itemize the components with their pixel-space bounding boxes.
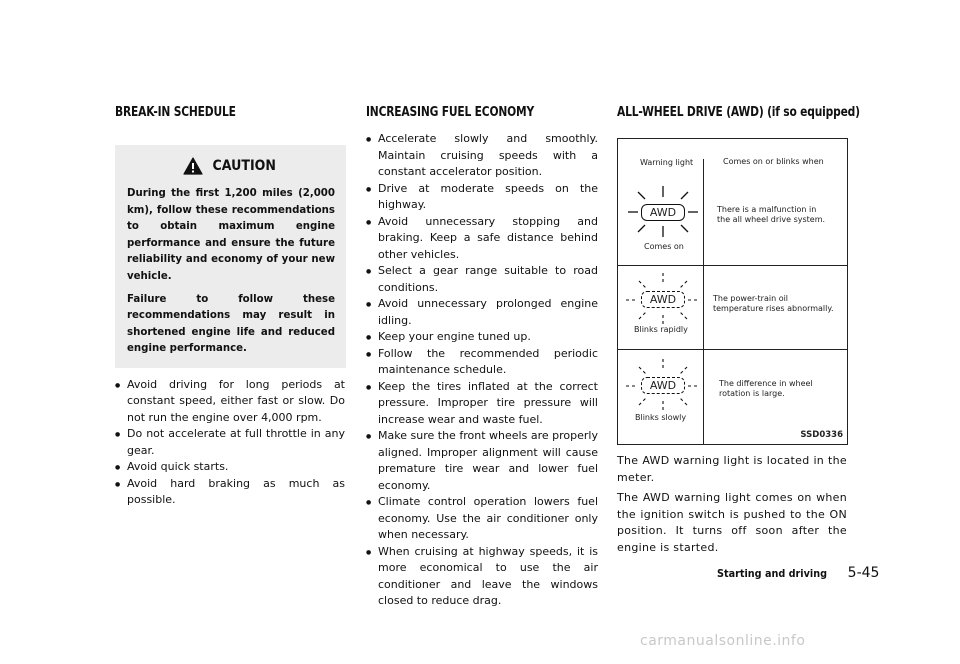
list-item: ● Avoid driving for long periods at constant speed, either fast or slow. Do not run the engine over 4,000 rpm.	[115, 377, 345, 427]
list-item: ● Do not accelerate at full throttle in any gear.	[115, 426, 345, 459]
state-label: Blinks rapidly	[634, 325, 688, 334]
page-footer	[717, 562, 879, 581]
list-item: ● Keep the tires inflated at the correct pressure. Improper tire pressure will increase wear and waste fuel.	[366, 379, 598, 429]
fuel-economy-list	[366, 131, 598, 610]
page-number: 5-45	[847, 565, 880, 581]
break-in-column	[115, 104, 345, 509]
list-item: ● Drive at moderate speeds on the highway.	[366, 181, 598, 214]
figure-code: SSD0336	[800, 430, 843, 440]
awd-paragraph: The AWD warning light is located in the meter.	[617, 454, 847, 484]
list-item: ● Make sure the front wheels are properly aligned. Improper alignment will cause premature tire wear and lower fuel economy.	[366, 428, 598, 494]
caution-title: CAUTION	[212, 157, 276, 174]
list-item: ● Accelerate slowly and smoothly. Maintain cruising speeds with a constant accelerator position.	[366, 131, 598, 181]
awd-lamp-label: AWD	[641, 377, 685, 394]
awd-lamp-label: AWD	[641, 291, 685, 308]
watermark: carmanualsonline.info	[640, 633, 806, 649]
list-item: ● Select a gear range suitable to road conditions.	[366, 263, 598, 296]
list-item: ● Avoid unnecessary stopping and braking. Keep a safe distance behind other vehicles.	[366, 214, 598, 264]
caution-box	[115, 145, 346, 368]
figure-header-right: Comes on or blinks when	[723, 157, 824, 166]
caution-header	[127, 157, 335, 175]
list-item: ● Keep your engine tuned up.	[366, 329, 598, 346]
list-item: ● Avoid unnecessary prolonged engine idling.	[366, 296, 598, 329]
fuel-economy-heading: INCREASING FUEL ECONOMY	[366, 104, 535, 120]
state-label: Blinks slowly	[635, 413, 687, 422]
list-item: ● Avoid quick starts.	[115, 459, 345, 476]
state-label: Comes on	[644, 242, 684, 251]
awd-lamp-label: AWD	[641, 204, 685, 221]
awd-paragraph: The AWD warning light comes on when the ignition switch is pushed to the ON position. It turns off soon after the engine is started.	[617, 491, 847, 554]
list-item: ● Follow the recommended periodic maintenance schedule.	[366, 346, 598, 379]
break-in-list	[115, 377, 345, 509]
awd-warning-figure	[617, 138, 848, 445]
list-item: ● When cruising at highway speeds, it is more economical to use the air conditioner and leave the windows closed to reduce drag.	[366, 544, 598, 610]
figure-divider	[618, 265, 847, 266]
figure-divider	[618, 349, 847, 350]
caution-paragraph: During the first 1,200 miles (2,000 km), follow these recommendations to obtain maximum engine performance and ensure the future reliability and economy of your new vehicle.	[127, 188, 335, 282]
meaning-label: The power-train oil temperature rises abnormally.	[713, 294, 834, 313]
caution-paragraph: Failure to follow these recommendations may result in shortened engine life and reduced engine performance.	[127, 293, 335, 355]
fuel-economy-column	[366, 104, 598, 610]
meaning-label: There is a malfunction in the all wheel drive system.	[717, 205, 826, 224]
awd-heading: ALL-WHEEL DRIVE (AWD) (if so equipped)	[617, 104, 860, 120]
figure-header-left: Warning light	[640, 158, 694, 167]
figure-divider	[703, 159, 704, 445]
section-title: Starting and driving	[717, 568, 828, 580]
list-item: ● Climate control operation lowers fuel economy. Use the air conditioner only when necessary.	[366, 494, 598, 544]
warning-triangle-icon	[183, 157, 203, 175]
awd-column	[617, 104, 860, 556]
meaning-label: The difference in wheel rotation is large.	[719, 379, 813, 398]
break-in-heading: BREAK-IN SCHEDULE	[115, 104, 236, 120]
list-item: ● Avoid hard braking as much as possible.	[115, 476, 345, 509]
